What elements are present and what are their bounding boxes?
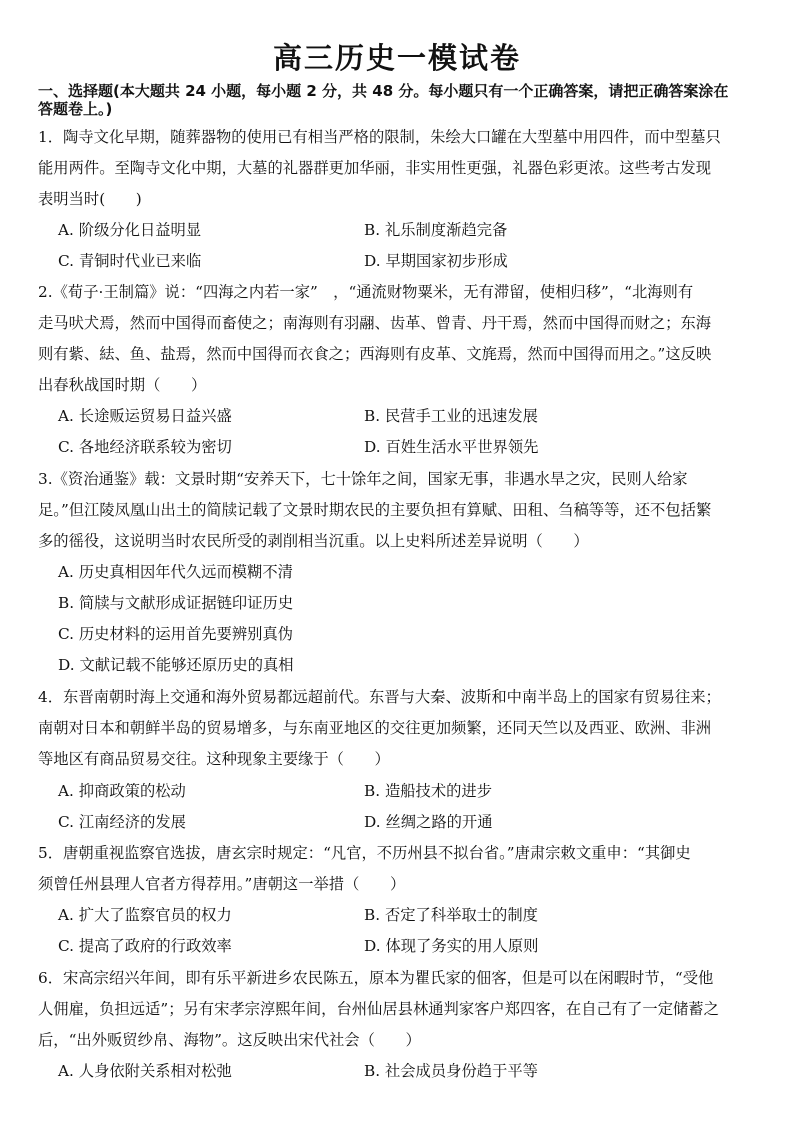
question-5-option-b: B. 否定了科举取士的制度 xyxy=(364,906,538,924)
question-1-line-1: 1．陶寺文化早期，随葬器物的使用已有相当严格的限制，朱绘大口罐在大型墓中用四件，而中型墓只 xyxy=(38,128,721,146)
question-1-line-3: 表明当时( ) xyxy=(38,190,142,208)
question-1-option-b: B. 礼乐制度渐趋完备 xyxy=(364,221,508,239)
question-6-line-3: 后，“出外贩贸纱帛、海物”。这反映出宋代社会（ ） xyxy=(38,1031,421,1049)
question-4-option-d: D. 丝绸之路的开通 xyxy=(364,813,493,831)
question-3-line-3: 多的徭役，这说明当时农民所受的剥削相当沉重。以上史料所述差异说明（ ） xyxy=(38,532,589,550)
question-4-option-a: A. 抑商政策的松动 xyxy=(58,782,186,800)
question-5-option-d: D. 体现了务实的用人原则 xyxy=(364,937,539,955)
question-1-option-d: D. 早期国家初步形成 xyxy=(364,252,508,270)
question-3-option-a: A. 历史真相因年代久远而模糊不清 xyxy=(58,563,293,581)
question-4-option-c: C. 江南经济的发展 xyxy=(58,813,186,831)
question-5-option-a: A. 扩大了监察官员的权力 xyxy=(58,906,232,924)
question-3-line-2: 足。”但江陵凤凰山出土的简牍记载了文景时期农民的主要负担有算赋、田租、刍稿等等，还不包括繁 xyxy=(38,501,712,519)
question-6-line-2: 人佣雇，负担远适”；另有宋孝宗淳熙年间，台州仙居县林通判家客户郑四客，在自己有了一定储蓄之 xyxy=(38,1000,719,1018)
section-heading-line-1: 一、选择题(本大题共 24 小题，每小题 2 分，共 48 分。每小题只有一个正确答案，请把正确答案涂在 xyxy=(38,82,729,100)
question-2-line-1: 2.《荀子·王制篇》说：“四海之内若一家” ，“通流财物粟米，无有滞留，使相归移”，“北海则有 xyxy=(38,283,694,301)
question-3-line-1: 3.《资治通鉴》载：文景时期“安养天下，七十馀年之间，国家无事，非遇水旱之灾，民则人给家 xyxy=(38,470,688,488)
question-4-option-b: B. 造船技术的进步 xyxy=(364,782,493,800)
question-4-line-2: 南朝对日本和朝鲜半岛的贸易增多，与东南亚地区的交往更加频繁，还同天竺以及西亚、欧洲、非洲 xyxy=(38,719,712,737)
question-5-line-1: 5．唐朝重视监察官选拔，唐玄宗时规定：“凡官，不历州县不拟台省。”唐肃宗敕文重申：“其御史 xyxy=(38,844,691,862)
question-6-option-b: B. 社会成员身份趋于平等 xyxy=(364,1062,538,1080)
question-2-line-3: 则有紫、紶、鱼、盐焉，然而中国得而衣食之；西海则有皮革、文旄焉，然而中国得而用之。”这反映 xyxy=(38,345,712,363)
question-4-line-1: 4．东晋南朝时海上交通和海外贸易都远超前代。东晋与大秦、波斯和中南半岛上的国家有贸易往来； xyxy=(38,688,721,706)
question-1-line-2: 能用两件。至陶寺文化中期，大墓的礼器群更加华丽，非实用性更强，礼器色彩更浓。这些考古发现 xyxy=(38,159,712,177)
question-3-option-c: C. 历史材料的运用首先要辨别真伪 xyxy=(58,625,294,643)
question-2-option-d: D. 百姓生活水平世界领先 xyxy=(364,438,539,456)
question-5-option-c: C. 提高了政府的行政效率 xyxy=(58,937,232,955)
question-3-option-d: D. 文献记载不能够还原历史的真相 xyxy=(58,656,294,674)
question-3-option-b: B. 简牍与文献形成证据链印证历史 xyxy=(58,594,294,612)
section-heading-line-2: 答题卷上。) xyxy=(38,100,113,118)
question-1-option-c: C. 青铜时代业已来临 xyxy=(58,252,202,270)
exam-title: 高三历史一模试卷 xyxy=(272,41,521,75)
question-2-option-b: B. 民营手工业的迅速发展 xyxy=(364,407,538,425)
question-4-line-3: 等地区有商品贸易交往。这种现象主要缘于（ ） xyxy=(38,750,390,768)
question-5-line-2: 须曾任州县理人官者方得荐用。”唐朝这一举措（ ） xyxy=(38,875,406,893)
question-2-option-a: A. 长途贩运贸易日益兴盛 xyxy=(58,407,232,425)
question-1-option-a: A. 阶级分化日益明显 xyxy=(58,221,202,239)
question-2-line-4: 出春秋战国时期（ ） xyxy=(38,376,207,394)
question-6-option-a: A. 人身依附关系相对松弛 xyxy=(58,1062,232,1080)
question-2-option-c: C. 各地经济联系较为密切 xyxy=(58,438,232,456)
question-6-line-1: 6．宋高宗绍兴年间，即有乐平新进乡农民陈五，原本为瞿氏家的佃客，但是可以在闲暇时节，“受他 xyxy=(38,969,714,987)
question-2-line-2: 走马吠犬焉，然而中国得而畜使之；南海则有羽翮、齿革、曾青、丹干焉，然而中国得而财之；东海 xyxy=(38,314,712,332)
